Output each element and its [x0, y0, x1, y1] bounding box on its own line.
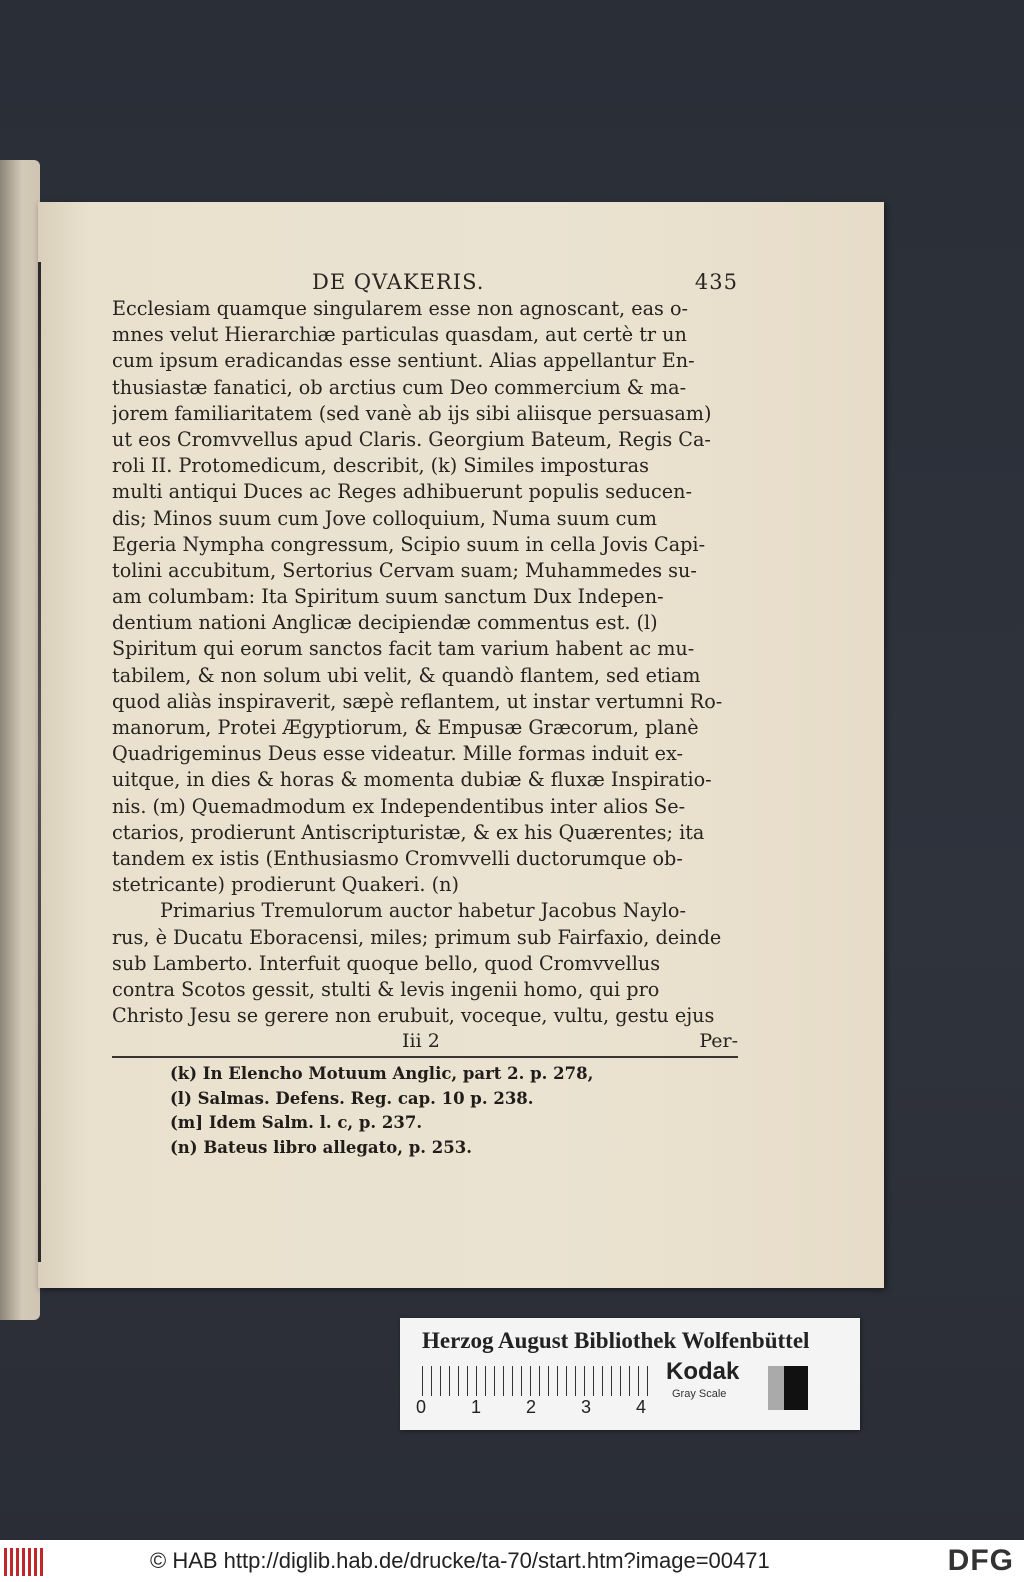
text-line: contra Scotos gessit, stulti & levis ingenii homo, qui pro: [112, 977, 660, 1001]
copyright-link[interactable]: © HAB http://diglib.hab.de/drucke/ta-70/start.htm?image=00471: [150, 1548, 770, 1573]
text-line-paragraph-start: Primarius Tremulorum auctor habetur Jacobus Naylo-: [160, 899, 686, 923]
text-line: dis; Minos suum cum Jove colloquium, Numa suum cum: [112, 506, 657, 530]
text-line: ut eos Cromvvellus apud Claris. Georgium Bateum, Regis Ca-: [112, 427, 711, 451]
gray-scale-label: Gray Scale: [672, 1388, 727, 1400]
library-name: Herzog August Bibliothek Wolfenbüttel: [422, 1328, 810, 1353]
text-line: Ecclesiam quamque singularem esse non agnoscant, eas o-: [112, 297, 689, 320]
text-line: am columbam: Ita Spiritum suum sanctum Dux Indepen-: [112, 585, 664, 609]
text-line: dentium nationi Anglicæ decipiendæ commentus est. (l): [112, 611, 658, 635]
library-color-card: [400, 1318, 860, 1430]
text-line: manorum, Protei Ægyptiorum, & Empusæ Græcorum, planè: [112, 716, 699, 739]
text-line: tabilem, & non solum ubi velit, & quandò flantem, sed etiam: [112, 663, 701, 687]
book-page: [38, 202, 884, 1288]
body-text: [112, 296, 738, 1029]
ruler-number: 0: [416, 1397, 427, 1417]
dfg-logo: DFG: [947, 1544, 1014, 1577]
text-line: rus, è Ducatu Eboracensi, miles; primum sub Fairfaxio, deinde: [112, 925, 722, 949]
ruler-number: 1: [471, 1397, 482, 1417]
text-line: Quadrigeminus Deus esse videatur. Mille formas induit ex-: [112, 742, 683, 766]
kodak-logo: Kodak: [666, 1358, 740, 1385]
text-line: ctarios, prodierunt Antiscripturistæ, & ex his Quærentes; ita: [112, 820, 705, 844]
text-line: nis. (m) Quemadmodum ex Independentibus inter alios Se-: [112, 794, 686, 818]
ruler-number: 2: [526, 1397, 537, 1417]
text-line: Christo Jesu se gerere non erubuit, voceque, vultu, gestu ejus: [112, 1004, 715, 1028]
text-line: jorem familiaritatem (sed vanè ab ijs sibi aliisque persuasam): [112, 401, 712, 425]
ruler-number: 4: [636, 1397, 647, 1417]
footer-bar: [0, 1540, 1024, 1582]
footnote: (l) Salmas. Defens. Reg. cap. 10 p. 238.: [170, 1088, 534, 1108]
text-line: uitque, in dies & horas & momenta dubiæ & fluxæ Inspiratio-: [112, 768, 712, 792]
text-line: thusiastæ fanatici, ob arctius cum Deo commercium & ma-: [112, 375, 687, 399]
footnote: (m] Idem Salm. l. c, p. 237.: [170, 1113, 423, 1132]
previous-page-edge: [0, 160, 40, 1320]
catchword: Per-: [699, 1030, 738, 1052]
signature-mark: Iii 2: [402, 1030, 440, 1052]
signature-row: [112, 1030, 738, 1056]
gutter-shadow: [38, 262, 41, 1262]
text-line: cum ipsum eradicandas esse sentiunt. Alias appellantur En-: [112, 349, 695, 373]
footnote-rule: [112, 1056, 738, 1058]
text-line: sub Lamberto. Interfuit quoque bello, quod Cromvvellus: [112, 951, 661, 975]
ruler-number: 3: [581, 1397, 592, 1417]
running-head-title: DE QVAKERIS.: [312, 270, 485, 294]
ruler-numbers: [414, 1397, 654, 1421]
text-line: Egeria Nympha congressum, Scipio suum in cella Jovis Capi-: [112, 532, 706, 556]
gray-patch-dark: [784, 1366, 808, 1410]
ruler-scale: [422, 1366, 652, 1396]
text-line: stetricante) prodierunt Quakeri. (n): [112, 873, 459, 897]
text-line: multi antiqui Duces ac Reges adhibuerunt populis seducen-: [112, 480, 693, 504]
hab-logo-icon: [4, 1548, 46, 1576]
footnote: (k) In Elencho Motuum Anglic, part 2. p. 278,: [170, 1064, 594, 1083]
gray-patch-light: [768, 1366, 784, 1410]
text-line: mnes velut Hierarchiæ particulas quasdam, aut certè tr un: [112, 323, 687, 347]
footnotes: [170, 1062, 730, 1160]
text-line: Spiritum qui eorum sanctos facit tam varium habent ac mu-: [112, 637, 695, 661]
page-number: 435: [694, 270, 738, 294]
text-line: tandem ex istis (Enthusiasmo Cromvvelli ductorumque ob-: [112, 846, 683, 870]
footnote: (n) Bateus libro allegato, p. 253.: [170, 1137, 472, 1157]
text-line: roli II. Protomedicum, describit, (k) Similes imposturas: [112, 454, 649, 478]
text-line: tolini accubitum, Sertorius Cervam suam; Muhammedes su-: [112, 558, 697, 582]
text-line: quod aliàs inspiraverit, sæpè reflantem, ut instar vertumni Ro-: [112, 689, 723, 713]
